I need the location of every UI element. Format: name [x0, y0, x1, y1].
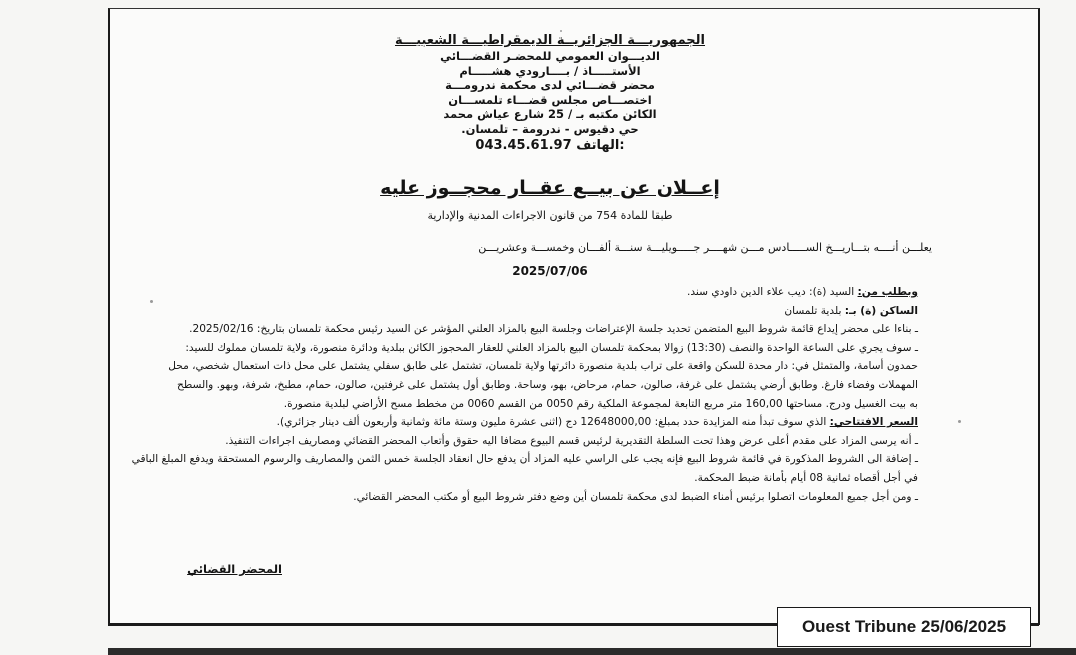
paragraph-7: ـ إضافة الى الشروط المذكورة في قائمة شروط البيع فإنه يجب على الراسي عليه المزاد أن يدفع حال انعقاد الجلسة خمس الثمن والمصاريف والرسوم المستحقة ويدفع المبلغ الباقي: [131, 453, 918, 466]
scan-speck: [958, 420, 961, 423]
jurisdiction: اختصـــاص مجلس قضـــاء تلمســـان: [448, 92, 652, 107]
paragraph-1: ـ بناءا على محضر إيداع قائمة شروط البيع المتضمن تحديد جلسة الإعتراضات وجلسة البيع بالمزاد العلني المؤشر عن السيد رئيس محكمة تلمسان بتاريخ: 2025/02/16.: [189, 323, 918, 336]
office-header: [300, 33, 800, 154]
bailiff-name: الأستـــــاذ / بــــارودي هشـــــام: [459, 63, 641, 78]
opening-price-label: السعر الافتتاحي:: [829, 416, 918, 429]
address-district: حي دقيوس - ندرومة – تلمسان.: [461, 121, 639, 136]
requester-value: السيد (ة): ديب علاء الدين داودي سند.: [686, 286, 855, 298]
phone-line: [300, 138, 800, 154]
announcement-body: [131, 283, 918, 506]
announcement-title: إعــلان عن بيــع عقــار محجــوز عليه: [380, 177, 720, 199]
newspaper-source-tag: Ouest Tribune 25/06/2025: [777, 607, 1031, 647]
paragraph-9: ـ ومن أجل جميع المعلومات اتصلوا برئيس أمناء الضبط لدى محكمة تلمسان أين وضع دفتر شروط البيع أو مكتب المحضر القضائي.: [353, 490, 918, 503]
residence-line: [190, 302, 918, 321]
requester-label: وبطلب من:: [857, 286, 918, 298]
page-bottom-band: [108, 648, 1076, 655]
paragraph-8: في أجل أقصاه ثمانية 08 أيام بأمانة ضبط المحكمة.: [694, 471, 918, 484]
address-street: الكائن مكتبه بـ / 25 شارع عياش محمد: [443, 107, 657, 122]
paragraph-3: حمدون أسامة، والمتمثل في: دار محدة للسكن واقعة على تراب بلدية منصورة دائرتها ولاية تلمسان، تشتمل على طابق سفلي يشتمل على محل ذات استعمال شخصي، محل: [168, 360, 918, 373]
bailiff-court: محضر قضـــائي لدى محكمة ندرومـــة: [445, 78, 655, 93]
paragraph-6: ـ أنه يرسى المزاد على مقدم أعلى عرض وهذا تحت السلطة التقديرية لرئيس قسم البيوع مضافا اليه حقوق وأتعاب المحضر القضائي ومصاريف اجراءات التنفيذ.: [225, 434, 918, 447]
notice-line: يعلـــن أنــــه بتـــاريـــخ الســـــادس مـــن شهــــر جـــــويليـــة سنـــة ألفـــان وخمســـة وعشريـــن: [478, 241, 932, 254]
bailiff-signature: المحضر القضائي: [187, 562, 282, 576]
opening-price-value: الذي سوف تبدأ منه المزايدة حدد بمبلغ: 12648000,00 دج (اثنى عشرة مليون وستة مائة وثمانية وأربعون ألف دينار جزائري).: [276, 416, 827, 429]
scan-speck: [150, 300, 153, 303]
office-name: الديـــوان العمومي للمحضـر القضـــائي: [440, 49, 660, 63]
requester-line: [190, 283, 918, 302]
republic-heading: الجمهوريـــة الجزائريــة الديمقراطيـــة الشعبيـــة: [394, 33, 706, 48]
sale-date: 2025/07/06: [512, 264, 588, 278]
legal-basis: طبقا للمادة 754 من قانون الاجراءات المدنية والإدارية: [427, 209, 673, 222]
phone-number: 043.45.61.97: [475, 137, 572, 153]
opening-price-line: [190, 413, 918, 432]
paragraph-2: ـ سوف يجري على الساعة الواحدة والنصف (13:30) زوالا بمحكمة تلمسان البيع بالمزاد العلني للعقار المحجوز الكائن ببلدية ودائرة منصورة، ولاية تلمسان مملوك للسيد:: [185, 341, 918, 354]
residence-label: الساكن (ة) بـ:: [844, 304, 918, 317]
residence-value: بلدية تلمسان: [784, 304, 842, 317]
scan-speck: [560, 30, 562, 32]
paragraph-4: المهملات وفضاء فارغ. وطابق أرضي يشتمل على غرفة، صالون، حمام، مرحاض، بهو، وساحة. وطابق أول يشتمل على غرفتين، صالون، حمام، مطبخ، شرفة، وبهو. والسطح: [177, 378, 918, 391]
paragraph-5: به بيت الغسيل ودرج. مساحتها 160,00 متر مربع التابعة لمجموعة الملكية رقم 0050 من القسم 0060 من مخطط مسح الأراضي لبلدية منصورة.: [283, 397, 918, 410]
phone-label: الهاتف:: [576, 137, 625, 153]
